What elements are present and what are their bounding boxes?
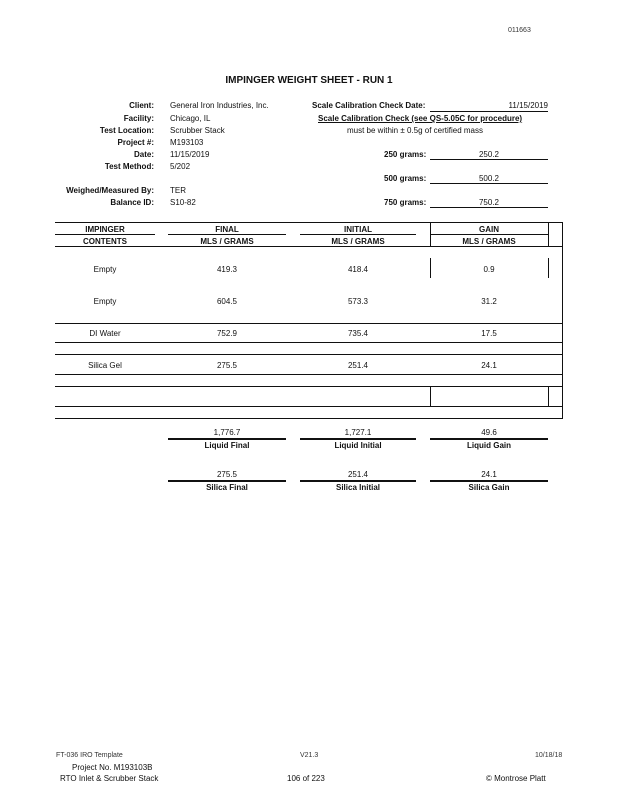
- calibration-500-underline: [430, 183, 548, 184]
- liquid-final-value: 1,776.7: [213, 428, 241, 437]
- table-rule: [55, 323, 563, 324]
- silica-gain-label: Silica Gain: [468, 483, 510, 492]
- gain-column-divider: [548, 386, 549, 406]
- row-initial: 735.4: [347, 329, 369, 338]
- impinger-header-underline: [55, 234, 155, 235]
- table-rule: [55, 406, 563, 407]
- calibration-750-underline: [430, 207, 548, 208]
- date-value: 11/15/2019: [170, 150, 210, 159]
- footer-location: RTO Inlet & Scrubber Stack: [60, 774, 159, 783]
- calibration-750-value: 750.2: [478, 198, 500, 207]
- row-contents: DI Water: [89, 329, 121, 338]
- table-rule: [55, 374, 563, 375]
- silica-initial-value: 251.4: [347, 470, 369, 479]
- initial-units-header: MLS / GRAMS: [331, 237, 385, 246]
- table-rule: [55, 354, 563, 355]
- liquid-gain-rule: [430, 438, 548, 440]
- contents-header: CONTENTS: [83, 237, 127, 246]
- impinger-header: IMPINGER: [85, 225, 125, 234]
- footer-project: Project No. M193103B: [72, 763, 153, 772]
- table-bottom-border: [55, 418, 563, 419]
- row-contents: Empty: [93, 297, 117, 306]
- gain-cell-bar: [548, 258, 549, 278]
- table-header-border: [55, 246, 563, 247]
- silica-final-label: Silica Final: [206, 483, 248, 492]
- facility-label: Facility:: [123, 114, 154, 123]
- calibration-500-label: 500 grams:: [384, 174, 427, 183]
- calibration-date-label: Scale Calibration Check Date:: [312, 101, 426, 110]
- row-final: 419.3: [216, 265, 238, 274]
- footer-page-number: 106 of 223: [287, 774, 325, 783]
- silica-gain-value: 24.1: [481, 470, 497, 479]
- balance-id-label: Balance ID:: [110, 198, 154, 207]
- facility-value: Chicago, IL: [170, 114, 211, 123]
- project-label: Project #:: [117, 138, 154, 147]
- footer-revision: V21.3: [300, 752, 319, 759]
- final-header-underline: [168, 234, 286, 235]
- test-location-value: Scrubber Stack: [170, 126, 225, 135]
- calibration-procedure-note: Scale Calibration Check (see QS-5.05C for procedure): [318, 114, 523, 123]
- date-label: Date:: [133, 150, 154, 159]
- client-value: General Iron Industries, Inc.: [170, 101, 269, 110]
- row-gain: 17.5: [481, 329, 497, 338]
- silica-gain-rule: [430, 480, 548, 482]
- test-method-value: 5/202: [170, 162, 191, 171]
- row-contents: Silica Gel: [88, 361, 122, 370]
- row-final: 604.5: [216, 297, 238, 306]
- calibration-250-value: 250.2: [478, 150, 500, 159]
- footer-revision-date: 10/18/18: [535, 752, 563, 759]
- row-gain: 31.2: [481, 297, 497, 306]
- gain-cell-bar: [430, 258, 431, 278]
- table-rule: [55, 342, 563, 343]
- row-initial: 418.4: [347, 265, 369, 274]
- liquid-final-rule: [168, 438, 286, 440]
- final-units-header: MLS / GRAMS: [200, 237, 254, 246]
- liquid-gain-label: Liquid Gain: [467, 441, 511, 450]
- weighed-by-label: Weighed/Measured By:: [66, 186, 154, 195]
- gain-column-divider: [548, 222, 549, 246]
- silica-final-value: 275.5: [216, 470, 238, 479]
- gain-column-divider: [430, 386, 431, 406]
- table-top-border: [55, 222, 563, 223]
- test-method-label: Test Method:: [104, 162, 154, 171]
- liquid-initial-rule: [300, 438, 416, 440]
- row-gain: 0.9: [483, 265, 495, 274]
- row-final: 275.5: [216, 361, 238, 370]
- liquid-initial-label: Liquid Initial: [334, 441, 382, 450]
- project-value: M193103: [170, 138, 204, 147]
- initial-header: INITIAL: [344, 225, 372, 234]
- liquid-final-label: Liquid Final: [204, 441, 250, 450]
- final-header: FINAL: [215, 225, 239, 234]
- liquid-initial-value: 1,727.1: [344, 428, 372, 437]
- table-right-border: [562, 222, 563, 419]
- gain-header: GAIN: [479, 225, 499, 234]
- liquid-gain-value: 49.6: [481, 428, 497, 437]
- balance-id-value: S10-82: [170, 198, 196, 207]
- test-location-label: Test Location:: [99, 126, 154, 135]
- client-label: Client:: [129, 101, 154, 110]
- gain-header-underline: [430, 234, 548, 235]
- table-rule: [55, 386, 563, 387]
- page-title: IMPINGER WEIGHT SHEET - RUN 1: [225, 75, 393, 86]
- silica-final-rule: [168, 480, 286, 482]
- calibration-250-label: 250 grams:: [384, 150, 427, 159]
- weighed-by-value: TER: [170, 186, 186, 195]
- calibration-date-underline: [430, 111, 548, 112]
- calibration-750-label: 750 grams:: [384, 198, 427, 207]
- silica-initial-label: Silica Initial: [335, 483, 380, 492]
- row-initial: 251.4: [347, 361, 369, 370]
- calibration-date-value: 11/15/2019: [508, 101, 548, 110]
- row-contents: Empty: [93, 265, 117, 274]
- row-final: 752.9: [216, 329, 238, 338]
- row-gain: 24.1: [481, 361, 497, 370]
- footer-company: © Montrose Platt: [486, 774, 546, 783]
- row-initial: 573.3: [347, 297, 369, 306]
- calibration-tolerance-note: must be within ± 0.5g of certified mass: [347, 126, 484, 135]
- silica-initial-rule: [300, 480, 416, 482]
- calibration-250-underline: [430, 159, 548, 160]
- footer-template: FT-036 IRO Template: [56, 752, 123, 759]
- document-number: 011663: [508, 27, 531, 34]
- calibration-500-value: 500.2: [478, 174, 500, 183]
- initial-header-underline: [300, 234, 416, 235]
- gain-units-header: MLS / GRAMS: [462, 237, 516, 246]
